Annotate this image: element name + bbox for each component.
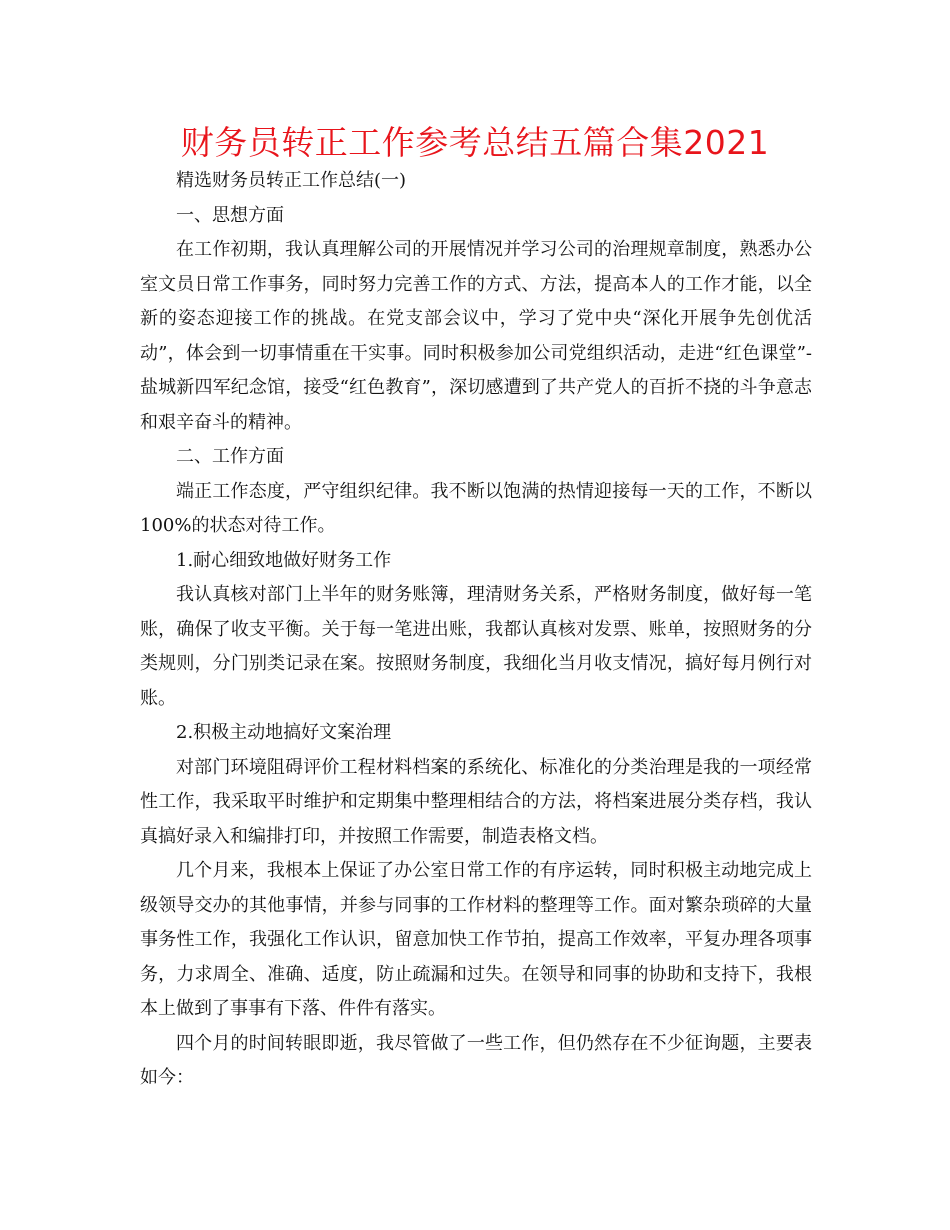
- body-paragraph: 几个月来，我根本上保证了办公室日常工作的有序运转，同时积极主动地完成上级领导交办的其他事情，并参与同事的工作材料的整理等工作。面对繁杂琐碎的大量事务性工作，我强化工作认识，留意加快工作节拍，提高工作效率，平复办理各项事务，力求周全、准确、适度，防止疏漏和过失。在领导和同事的协助和支持下，我根本上做到了事事有下落、件件有落实。: [140, 860, 812, 1019]
- subsection-heading: 1.耐心细致地做好财务工作: [176, 549, 392, 571]
- body-paragraph: 四个月的时间转眼即逝，我尽管做了一些工作，但仍然存在不少征询题，主要表如今：: [140, 1032, 812, 1088]
- section-heading: 一、思想方面: [176, 204, 284, 226]
- subsection-heading: 2.积极主动地搞好文案治理: [176, 722, 392, 743]
- section-heading: 二、工作方面: [176, 446, 284, 467]
- body-paragraph: 端正工作态度，严守组织纪律。我不断以饱满的热情迎接每一天的工作，不断以100%的状态对待工作。: [140, 480, 812, 536]
- section-heading: 精选财务员转正工作总结(一): [176, 170, 407, 191]
- document-title: 财务员转正工作参考总结五篇合集2021: [180, 123, 770, 162]
- document-body: [140, 164, 812, 1096]
- body-paragraph: 在工作初期，我认真理解公司的开展情况并学习公司的治理规章制度，熟悉办公室文员日常工作事务，同时努力完善工作的方式、方法，提高本人的工作才能，以全新的姿态迎接工作的挑战。在党支部会议中，学习了党中央“深化开展争先创优活动”，体会到一切事情重在干实事。同时积极参加公司党组织活动，走进“红色课堂”-盐城新四军纪念馆，接受“红色教育”，深切感遭到了共产党人的百折不挠的斗争意志和艰辛奋斗的精神。: [140, 239, 812, 433]
- body-paragraph: 对部门环境阻碍评价工程材料档案的系统化、标准化的分类治理是我的一项经常性工作，我采取平时维护和定期集中整理相结合的方法，将档案进展分类存档，我认真搞好录入和编排打印，并按照工作需要，制造表格文档。: [140, 756, 812, 847]
- body-paragraph: 我认真核对部门上半年的财务账簿，理清财务关系，严格财务制度，做好每一笔账，确保了收支平衡。关于每一笔进出账，我都认真核对发票、账单，按照财务的分类规则，分门别类记录在案。按照财务制度，我细化当月收支情况，搞好每月例行对账。: [140, 584, 812, 709]
